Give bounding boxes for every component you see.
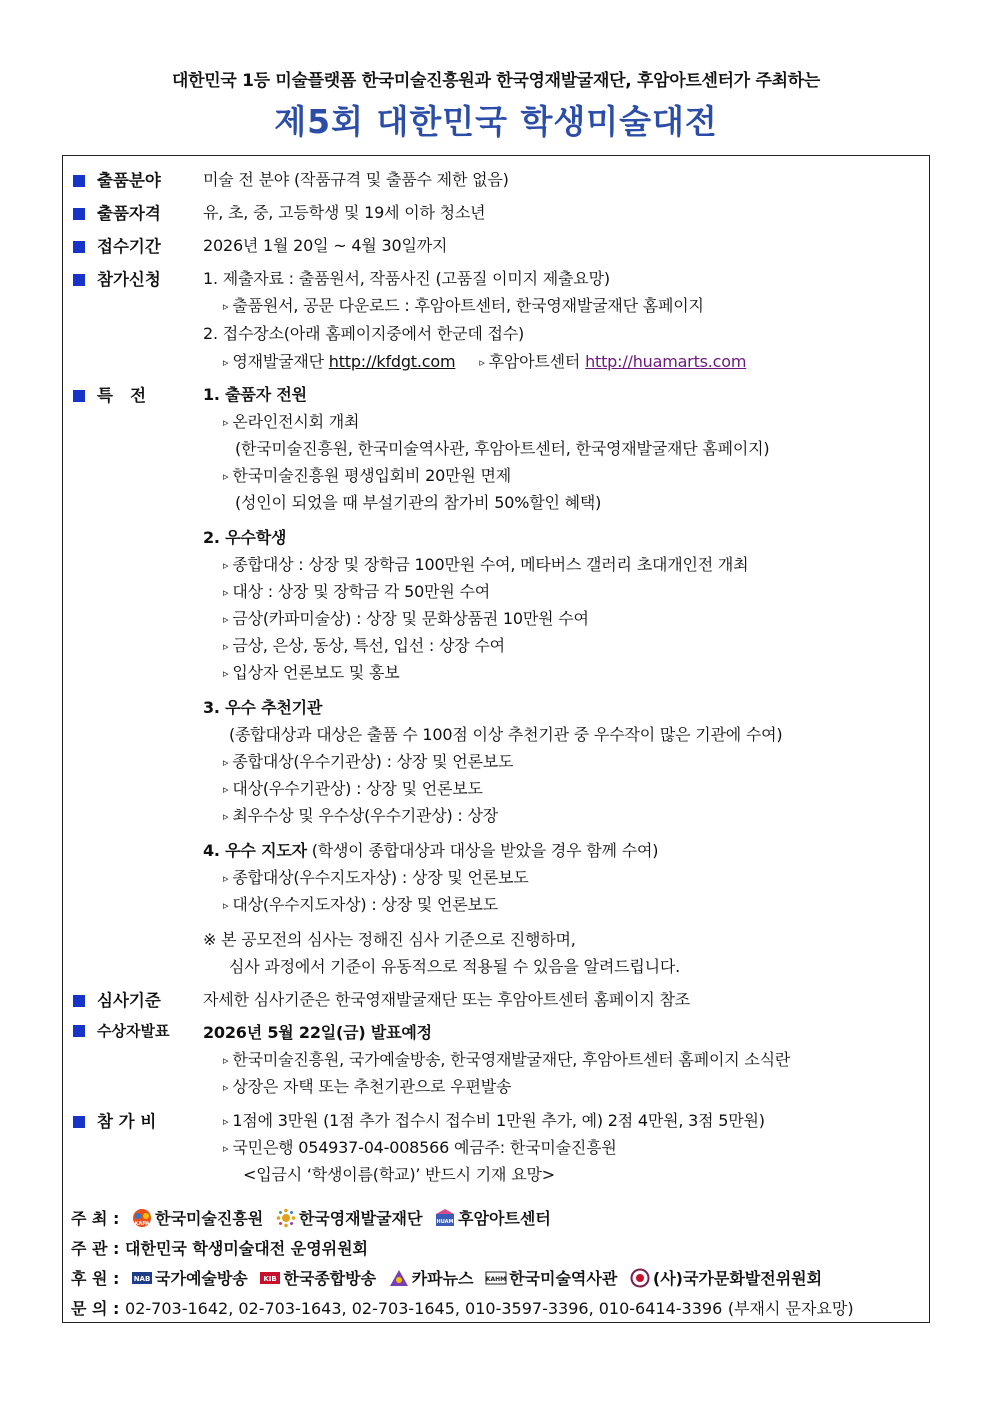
bullet-square-icon (73, 241, 85, 253)
benefit-item: ▹ 종합대상(우수기관상) : 상장 및 언론보도 (223, 752, 514, 771)
benefit-item: ▹ 종합대상(우수지도자상) : 상장 및 언론보도 (223, 868, 529, 887)
announce-line: ▹ 한국미술진흥원, 국가예술방송, 한국영재발굴재단, 후암아트센터 홈페이지 소식란 (223, 1050, 791, 1069)
triangle-bullet-icon: ▹ (223, 300, 229, 313)
benefit-item: ▹ 종합대상 : 상장 및 장학금 100만원 수여, 메타버스 갤러리 초대개인전 개최 (223, 555, 749, 574)
triangle-bullet-icon: ▹ (223, 872, 229, 885)
svg-text:HUAM: HUAM (436, 1219, 454, 1225)
fee-line-3: <입금시 ‘학생이름(학교)’ 반드시 기재 요망> (243, 1165, 555, 1184)
fee-line-2: ▹ 국민은행 054937-04-008566 예금주: 한국미술진흥원 (223, 1138, 617, 1157)
triangle-bullet-icon: ▹ (223, 640, 229, 653)
apply-line-3: 2. 접수장소(아래 홈페이지중에서 한군데 접수) (203, 324, 525, 343)
culture-committee-logo-icon (629, 1268, 651, 1288)
bullet-square-icon (73, 208, 85, 220)
contact-note: (부재시 문자요망) (727, 1299, 854, 1318)
triangle-bullet-icon: ▹ (223, 559, 229, 572)
triangle-bullet-icon: ▹ (223, 667, 229, 680)
qualification-text: 유, 초, 중, 고등학생 및 19세 이하 청소년 (203, 203, 486, 222)
svg-text:KAHM: KAHM (485, 1276, 507, 1283)
kahm-logo-icon (485, 1268, 507, 1288)
judging-notice-2: 심사 과정에서 기준이 유동적으로 적용될 수 있음을 알려드립니다. (229, 957, 681, 976)
benefit-note: (종합대상과 대상은 출품 수 100점 이상 추천기관 중 우수작이 많은 기관에 수여) (229, 725, 783, 744)
bullet-square-icon (73, 274, 85, 286)
bullet-square-icon (73, 390, 85, 402)
benefit-heading-4: 4. 우수 지도자 (학생이 종합대상과 대상을 받았을 경우 함께 수여) (203, 841, 659, 860)
fee-line-1: ▹ 1점에 3만원 (1점 추가 접수시 접수비 1만원 추가, 예) 2점 4만원, 3점 5만원) (223, 1111, 765, 1130)
benefit-item: ▹ 대상(우수기관상) : 상장 및 언론보도 (223, 779, 483, 798)
bullet-square-icon (73, 995, 85, 1007)
svg-text:NAB: NAB (133, 1275, 151, 1283)
benefit-item: ▹ 입상자 언론보도 및 홍보 (223, 663, 400, 682)
triangle-bullet-icon: ▹ (223, 1142, 229, 1155)
kapa-logo-icon (131, 1208, 153, 1228)
benefit-item: ▹ 최우수상 및 우수상(우수기관상) : 상장 (223, 806, 498, 825)
triangle-bullet-icon: ▹ (223, 783, 229, 796)
announce-date: 2026년 5월 22일(금) 발표예정 (203, 1023, 432, 1042)
gifted-foundation-logo-icon (275, 1208, 297, 1228)
apply-line-4: ▹ 영재발굴재단 http://kfdgt.com ▹ 후암아트센터 http://huamarts.com (223, 352, 747, 371)
bullet-square-icon (73, 1116, 85, 1128)
section-label-field: 출품분야 (73, 167, 161, 191)
apply-line-1: 1. 제출자료 : 출품원서, 작품사진 (고품질 이미지 제출요망) (203, 269, 610, 288)
triangle-bullet-icon: ▹ (223, 356, 229, 369)
page-title: 제5회 대한민국 학생미술대전 (274, 102, 718, 141)
link-huamarts[interactable]: http://huamarts.com (585, 352, 747, 371)
triangle-bullet-icon: ▹ (223, 756, 229, 769)
section-label-benefit: 특 전 (73, 382, 146, 406)
nab-logo-icon (131, 1268, 153, 1288)
period-text: 2026년 1월 20일 ~ 4월 30일까지 (203, 236, 448, 255)
field-text: 미술 전 분야 (작품규격 및 출품수 제한 없음) (203, 170, 509, 189)
host-row: 주 최 : KAPA 한국미술진흥원 한국영재발굴재단 HUAM 후암아트센터 (71, 1209, 551, 1228)
contact-phones: 02-703-1642, 02-703-1643, 02-703-1645, 010-3597-3396, 010-6414-3396 (125, 1299, 723, 1318)
kib-logo-icon (259, 1268, 281, 1288)
benefit-item: ▹ 대상(우수지도자상) : 상장 및 언론보도 (223, 895, 498, 914)
section-label-qualification: 출품자격 (73, 200, 161, 224)
section-label-period: 접수기간 (73, 233, 161, 257)
benefit-item: (한국미술진흥원, 한국미술역사관, 후암아트센터, 한국영재발굴재단 홈페이지) (235, 439, 770, 458)
sponsor-row: 후 원 : NAB 국가예술방송 KIB 한국종합방송 카파뉴스 KAHM 한국미술역사관 (사)국가문화발전위원회 (71, 1269, 823, 1288)
manage-row: 주 관 : 대한민국 학생미술대전 운영위원회 (71, 1239, 369, 1258)
contact-row: 문 의 : 02-703-1642, 02-703-1643, 02-703-1645, 010-3597-3396, 010-6414-3396 (부재시 문자요망) (71, 1299, 854, 1318)
triangle-bullet-icon: ▹ (223, 1054, 229, 1067)
section-label-fee: 참 가 비 (73, 1108, 156, 1132)
triangle-bullet-icon: ▹ (223, 1081, 229, 1094)
triangle-bullet-icon: ▹ (223, 416, 229, 429)
triangle-bullet-icon: ▹ (223, 810, 229, 823)
benefit-item: ▹ 온라인전시회 개최 (223, 412, 360, 431)
section-label-apply: 참가신청 (73, 266, 161, 290)
triangle-bullet-icon: ▹ (223, 1115, 229, 1128)
announce-line: ▹ 상장은 자택 또는 추천기관으로 우편발송 (223, 1077, 512, 1096)
apply-line-2: ▹ 출품원서, 공문 다운로드 : 후암아트센터, 한국영재발굴재단 홈페이지 (223, 296, 704, 315)
link-kfdgt[interactable]: http://kfdgt.com (328, 352, 456, 371)
benefit-item: (성인이 되었을 때 부설기관의 참가비 50%할인 혜택) (235, 493, 602, 512)
triangle-bullet-icon: ▹ (223, 613, 229, 626)
section-label-judge: 심사기준 (73, 987, 161, 1011)
benefit-heading-1: 1. 출품자 전원 (203, 385, 307, 404)
bullet-square-icon (73, 175, 85, 187)
triangle-bullet-icon: ▹ (223, 586, 229, 599)
benefit-item: ▹ 금상, 은상, 동상, 특선, 입선 : 상장 수여 (223, 636, 505, 655)
benefit-item: ▹ 한국미술진흥원 평생입회비 20만원 면제 (223, 466, 512, 485)
section-label-announce: 수상자발표 (73, 1020, 169, 1041)
triangle-bullet-icon: ▹ (223, 899, 229, 912)
info-box (62, 155, 930, 1323)
svg-text:KIB: KIB (263, 1275, 278, 1283)
event-subtitle: 대한민국 1등 미술플랫폼 한국미술진흥원과 한국영재발굴재단, 후암아트센터가 주최하는 (172, 71, 820, 91)
benefit-item: ▹ 금상(카파미술상) : 상장 및 문화상품권 10만원 수여 (223, 609, 589, 628)
judging-notice-1: ※ 본 공모전의 심사는 정해진 심사 기준으로 진행하며, (203, 930, 576, 949)
kapa-news-logo-icon (388, 1268, 410, 1288)
benefit-heading-3: 3. 우수 추천기관 (203, 698, 323, 717)
bullet-square-icon (73, 1025, 85, 1037)
svg-text:KAPA: KAPA (134, 1221, 150, 1227)
benefit-item: ▹ 대상 : 상장 및 장학금 각 50만원 수여 (223, 582, 491, 601)
judge-text: 자세한 심사기준은 한국영재발굴재단 또는 후암아트센터 홈페이지 참조 (203, 990, 690, 1009)
huam-logo-icon (434, 1208, 456, 1228)
triangle-bullet-icon: ▹ (223, 470, 229, 483)
benefit-heading-2: 2. 우수학생 (203, 528, 287, 547)
triangle-bullet-icon: ▹ (479, 356, 485, 369)
